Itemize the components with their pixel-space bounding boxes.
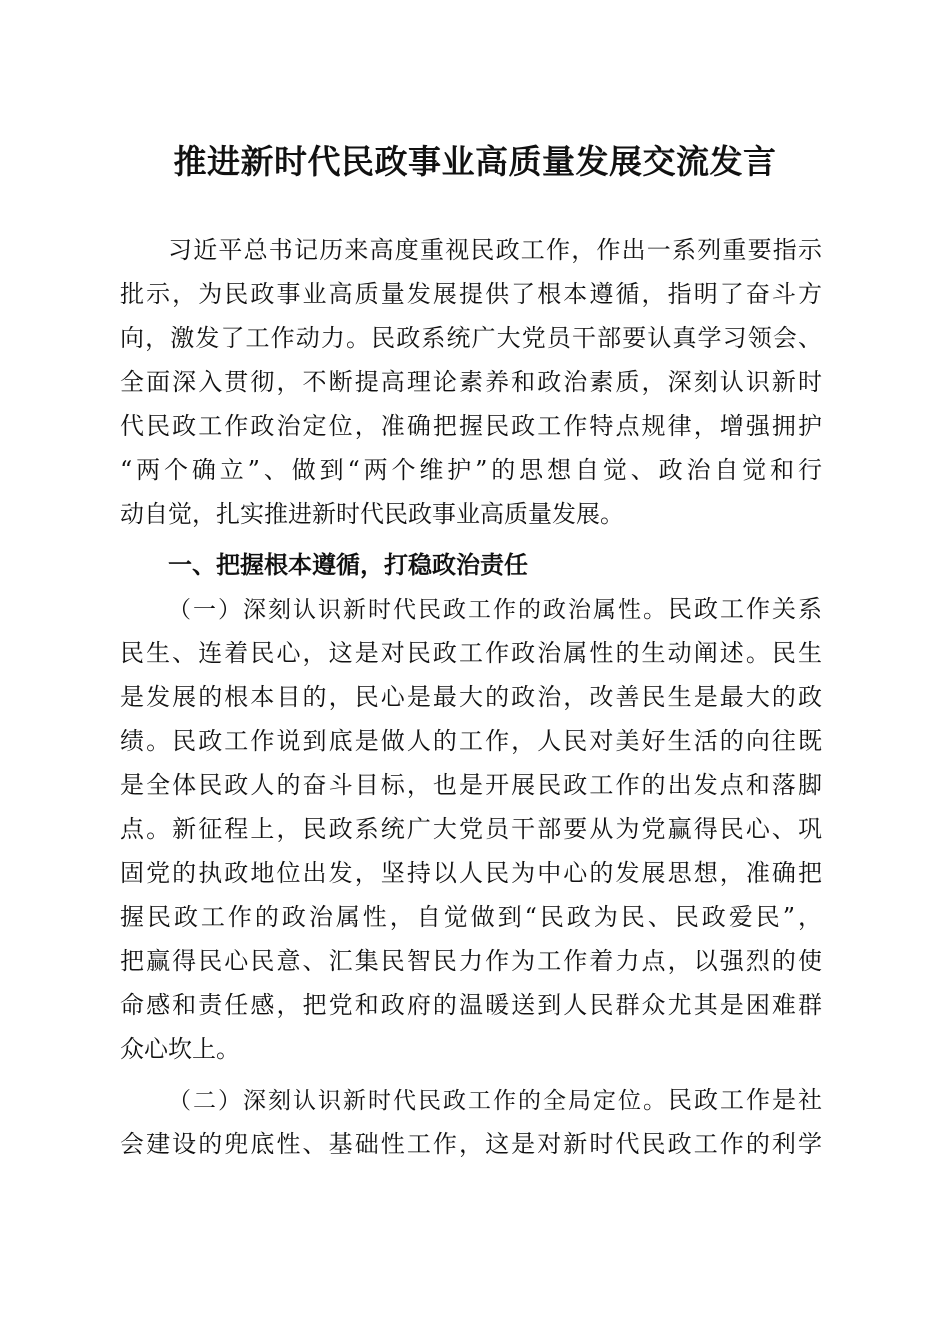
document-title: 推进新时代民政事业高质量发展交流发言	[173, 142, 777, 181]
text-line: 命感和责任感，把党和政府的温暖送到人民群众尤其是困难群	[120, 991, 822, 1019]
subsection-first-line	[120, 1078, 822, 1122]
intro-paragraph	[120, 228, 822, 536]
text-line: 固党的执政地位出发，坚持以人民为中心的发展思想，准确把	[120, 859, 822, 887]
text-line: “两个确立”、做到“两个维护”的思想自觉、政治自觉和行	[120, 456, 822, 484]
text-line: 全面深入贯彻，不断提高理论素养和政治素质，深刻认识新时	[120, 368, 822, 396]
text-line: 点。新征程上，民政系统广大党员干部要从为党赢得民心、巩	[120, 815, 822, 843]
subsection-lead: （二）深刻认识新时代民政工作的全局定位。	[168, 1088, 668, 1114]
text-line: 众心坎上。	[120, 1035, 240, 1063]
section-heading: 一、把握根本遵循，打稳政治责任	[168, 550, 528, 579]
text-line: 向，激发了工作动力。民政系统广大党员干部要认真学习领会、	[120, 324, 822, 352]
subsection-first-line	[120, 587, 822, 631]
text-line: 是全体民政人的奋斗目标，也是开展民政工作的出发点和落脚	[120, 771, 822, 799]
text-line: 绩。民政工作说到底是做人的工作，人民对美好生活的向往既	[120, 727, 822, 755]
text-fragment: 民政工作关系	[668, 595, 822, 623]
text-fragment: 民政工作是社	[668, 1086, 822, 1114]
text-line: 是发展的根本目的，民心是最大的政治，改善民生是最大的政	[120, 683, 822, 711]
text-line: 批示，为民政事业高质量发展提供了根本遵循，指明了奋斗方	[120, 280, 822, 308]
text-line: 会建设的兜底性、基础性工作，这是对新时代民政工作的利学	[120, 1130, 822, 1158]
text-line: 民生、连着民心，这是对民政工作政治属性的生动阐述。民生	[120, 639, 822, 667]
text-line: 握民政工作的政治属性，自觉做到“民政为民、民政爱民”，	[120, 903, 822, 931]
section-1	[120, 543, 822, 1071]
text-line: 代民政工作政治定位，准确把握民政工作特点规律，增强拥护	[120, 412, 822, 440]
text-line: 把赢得民心民意、汇集民智民力作为工作着力点，以强烈的使	[120, 947, 822, 975]
text-line: 动自觉，扎实推进新时代民政事业高质量发展。	[120, 500, 624, 528]
subsection-lead: （一）深刻认识新时代民政工作的政治属性。	[168, 597, 668, 623]
text-line: 习近平总书记历来高度重视民政工作，作出一系列重要指示	[168, 236, 822, 264]
subsection-2	[120, 1078, 822, 1166]
